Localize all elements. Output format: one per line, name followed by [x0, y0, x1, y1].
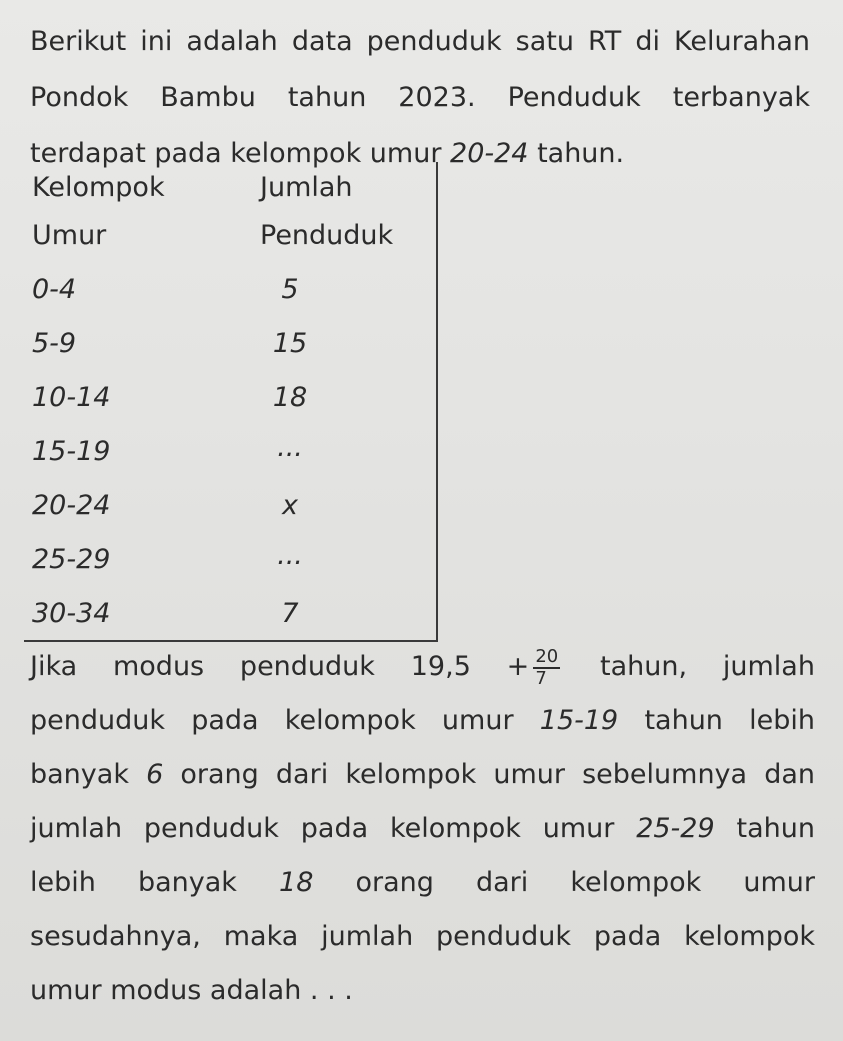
row-age: 20-24 [32, 490, 111, 521]
row-age: 30-34 [32, 598, 111, 629]
question-line-4 [30, 802, 815, 856]
row-age: 10-14 [32, 382, 111, 413]
question-line-3 [30, 748, 815, 802]
question-text: jumlah penduduk pada kelompok umur [30, 813, 637, 844]
question-text: orang dari kelompok umur [313, 867, 815, 898]
question-paragraph [30, 640, 815, 1018]
row-age: 0-4 [32, 274, 77, 305]
header-jumlah: Jumlah [260, 172, 353, 203]
row-age: 5-9 [32, 328, 77, 359]
row-count: 7 [281, 598, 299, 629]
intro-line-1: Berikut ini adalah data penduduk satu RT di Kelurahan [30, 26, 810, 57]
row-count: ... [277, 540, 303, 571]
question-line-5 [30, 856, 815, 910]
question-text: tahun [714, 813, 815, 844]
population-table [24, 162, 438, 642]
header-penduduk: Penduduk [260, 220, 394, 251]
difference-number: 18 [279, 867, 314, 898]
age-range: 15-19 [539, 705, 619, 736]
intro-line-2: Pondok Bambu tahun 2023. Penduduk terbanyak [30, 82, 810, 113]
intro-line-3-text: terdapat pada kelompok umur [30, 138, 451, 169]
fraction-denominator: 7 [535, 667, 547, 689]
header-umur: Umur [32, 220, 107, 251]
question-text: penduduk pada kelompok umur [30, 705, 540, 736]
mode-fraction [533, 647, 560, 689]
row-count: 15 [272, 328, 308, 359]
age-range: 25-29 [636, 813, 715, 844]
fraction-numerator: 20 [535, 645, 559, 667]
mode-base: 19,5 + [410, 651, 530, 682]
question-text: orang dari kelompok umur sebelumnya dan [163, 759, 815, 790]
intro-modal-range: 20-24 [450, 138, 529, 169]
question-text: Jika modus penduduk [30, 651, 375, 682]
row-count: 5 [281, 274, 299, 305]
intro-line-3-end: tahun. [528, 138, 625, 169]
question-line-7: umur modus adalah . . . [30, 975, 353, 1006]
difference-number: 6 [146, 759, 164, 790]
question-text: lebih banyak [30, 867, 280, 898]
row-count: x [282, 490, 298, 521]
question-text: tahun lebih [618, 705, 815, 736]
row-count: ... [277, 432, 303, 463]
row-age: 25-29 [32, 544, 111, 575]
question-text: banyak [30, 759, 147, 790]
row-count: 18 [272, 382, 308, 413]
question-line-1 [30, 640, 815, 694]
mode-expression [410, 645, 564, 689]
header-kelompok: Kelompok [32, 172, 165, 203]
row-age: 15-19 [32, 436, 111, 467]
intro-paragraph [30, 14, 810, 182]
question-text: tahun, jumlah [600, 651, 815, 682]
question-line-6: sesudahnya, maka jumlah penduduk pada kelompok [30, 921, 815, 952]
question-line-2 [30, 694, 815, 748]
